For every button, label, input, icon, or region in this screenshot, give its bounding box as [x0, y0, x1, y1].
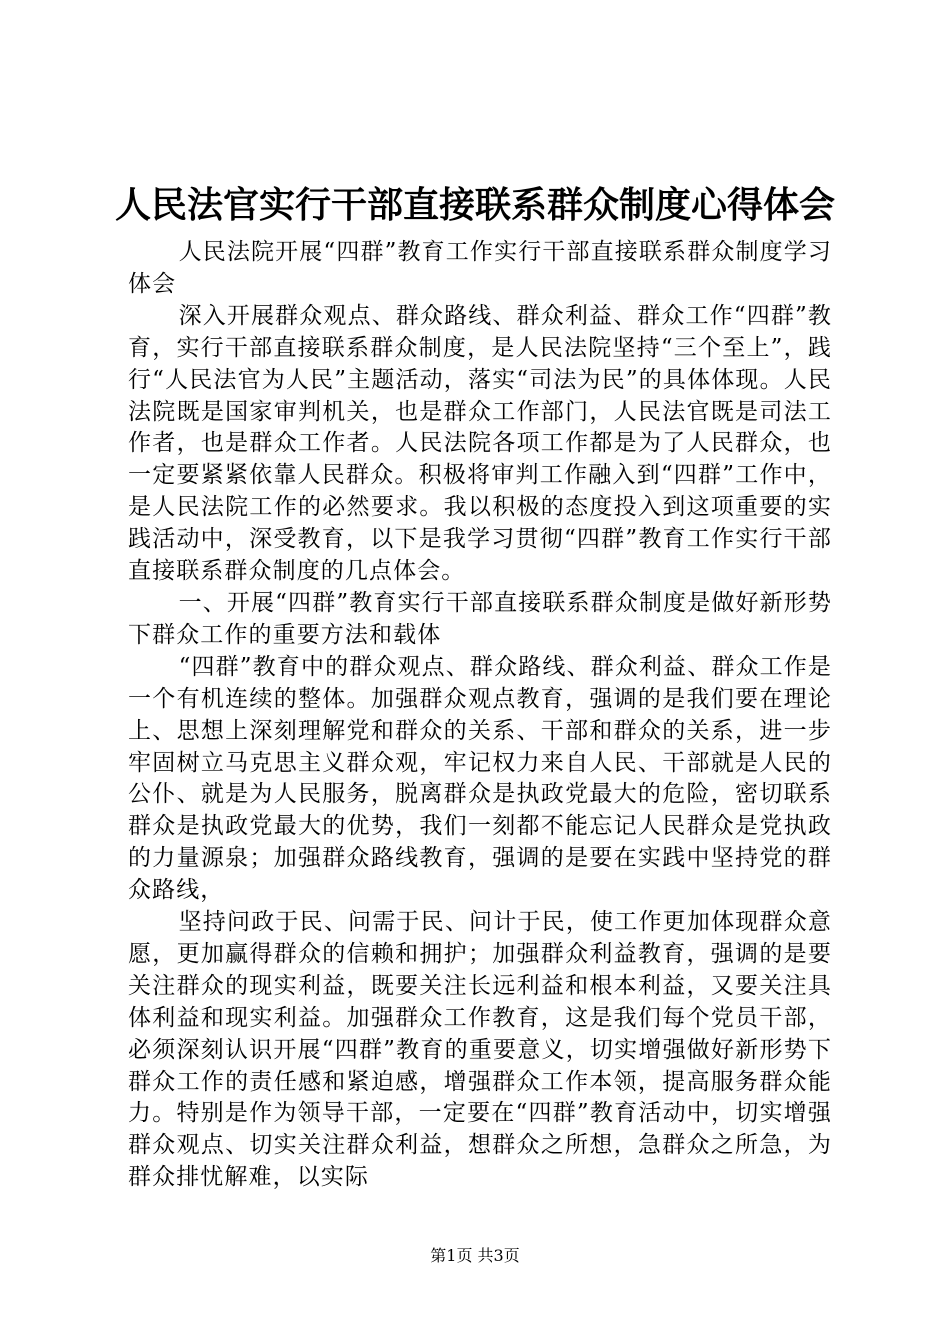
paragraph-subtitle: 人民法院开展“四群”教育工作实行干部直接联系群众制度学习体会 [128, 239, 832, 297]
paragraph-body: 坚持问政于民、问需于民、问计于民，使工作更加体现群众意愿，更加赢得群众的信赖和拥护；加强群众利益教育，强调的是要关注群众的现实利益，既要关注长远利益和根本利益，又要关注具体利益和现实利益。加强群众工作教育，这是我们每个党员干部，必须深刻认识开展“四群”教育的重要意义，切实增强做好新形势下群众工作的责任感和紧迫感，增强群众工作本领，提高服务群众能力。特别是作为领导干部，一定要在“四群”教育活动中，切实增强群众观点、切实关注群众利益，想群众之所想，急群众之所急，为群众排忧解难，以实际 [128, 909, 832, 1191]
paragraph-body: “四群”教育中的群众观点、群众路线、群众利益、群众工作是一个有机连续的整体。加强群众观点教育，强调的是我们要在理论上、思想上深刻理解党和群众的关系、干部和群众的关系，进一步牢固树立马克思主义群众观，牢记权力来自人民、干部就是人民的公仆、就是为人民服务，脱离群众是执政党最大的危险，密切联系群众是执政党最大的优势，我们一刻都不能忘记人民群众是党执政的力量源泉；加强群众路线教育，强调的是要在实践中坚持党的群众路线， [128, 653, 832, 904]
document-title: 人民法官实行干部直接联系群众制度心得体会 [114, 184, 835, 226]
document-body [128, 237, 832, 1194]
paragraph-intro: 深入开展群众观点、群众路线、群众利益、群众工作“四群”教育，实行干部直接联系群众制度，是人民法院坚持“三个至上”，践行“人民法官为人民”主题活动，落实“司法为民”的具体体现。人民法院既是国家审判机关，也是群众工作部门，人民法官既是司法工作者，也是群众工作者。人民法院各项工作都是为了人民群众，也一定要紧紧依靠人民群众。积极将审判工作融入到“四群”工作中，是人民法院工作的必然要求。我以积极的态度投入到这项重要的实践活动中，深受教育，以下是我学习贯彻“四群”教育工作实行干部直接联系群众制度的几点体会。 [128, 302, 832, 585]
paragraph-section-heading: 一、开展“四群”教育实行干部直接联系群众制度是做好新形势下群众工作的重要方法和载体 [128, 589, 832, 648]
page-number: 第1页 共3页 [430, 1246, 520, 1265]
